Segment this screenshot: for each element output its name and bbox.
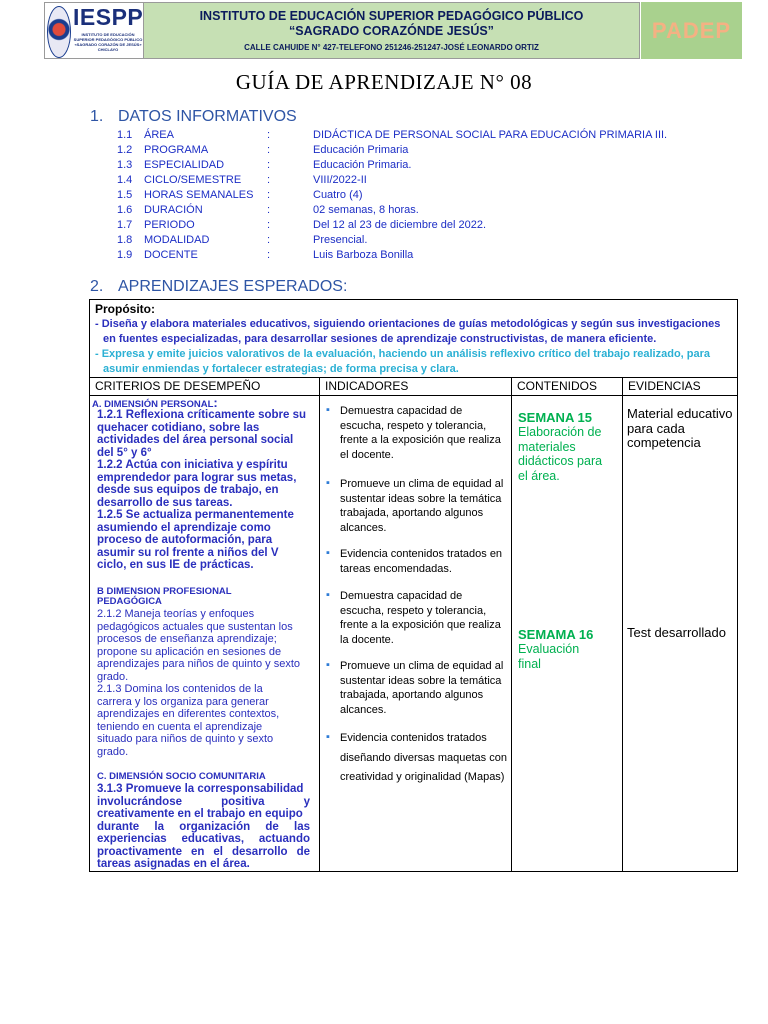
indicator-item: ▪ Demuestra capacidad de escucha, respeto y tolerancia, frente a la exposición que realiza la docente. — [326, 589, 508, 647]
institution-title-box — [144, 2, 640, 59]
criterion-line: grado. — [97, 670, 129, 683]
criterion-word: y — [303, 795, 310, 808]
criterion-word: en — [191, 845, 205, 858]
info-row — [117, 143, 667, 158]
info-value: Del 12 al 23 de diciembre del 2022. — [313, 219, 487, 231]
info-sep: : — [267, 234, 271, 246]
criterion-line-justified — [97, 796, 310, 809]
criterion-line: 3.1.3 Promueve la corresponsabilidad — [97, 783, 304, 795]
criterion-line: 1.2.1 Reflexiona críticamente sobre su — [97, 409, 307, 421]
info-num: 1.3 — [117, 159, 133, 171]
criterion-word: de — [265, 820, 279, 833]
criterion-line: quehacer cotidiano, sobre las — [97, 421, 260, 434]
info-sep: : — [267, 159, 271, 171]
criterion-word: desarrollo — [231, 845, 288, 858]
week-label: SEMANA 15 — [518, 410, 592, 425]
indicator-item: ▪ Promueve un clima de equidad al sustentar ideas sobre la temática trabajada, aportando algunos alcances. — [326, 477, 508, 535]
purpose-cell — [90, 300, 737, 378]
info-label: ÁREA — [144, 129, 174, 141]
info-sep: : — [267, 129, 271, 141]
info-row — [117, 218, 667, 233]
purpose-line: asumir enmiendas y fortalecer estrategias; de forma precisa y clara. — [103, 363, 459, 375]
criterion-word: el — [213, 845, 223, 858]
logo-text: IESPP — [73, 4, 144, 30]
criterion-line: carrera y los organiza para generar — [97, 695, 269, 708]
info-label: DURACIÓN — [144, 204, 203, 216]
learning-table — [89, 299, 738, 872]
dimension-c-title: C. DIMENSIÓN SOCIO COMUNITARIA — [97, 771, 266, 782]
criterion-line: propone su aplicación en sesiones de — [97, 645, 282, 658]
criterion-line: situado para niños de quinto y sexto — [97, 733, 274, 745]
criterion-line: actividades del área personal social — [97, 434, 294, 446]
info-sep: : — [267, 144, 271, 156]
info-row — [117, 158, 667, 173]
info-value: Luis Barboza Bonilla — [313, 249, 414, 261]
week-label: SEMAMA 16 — [518, 627, 594, 642]
criterion-word: la — [154, 820, 164, 833]
dimension-b-title: B DIMENSION PROFESIONAL PEDAGÓGICA — [97, 586, 232, 607]
criterion-line: creativamente en el trabajo en equipo — [97, 808, 303, 820]
criterion-line: asumiendo el aprendizaje como — [97, 521, 271, 534]
criterion-line: 2.1.2 Maneja teorías y enfoques — [97, 608, 255, 620]
info-sep: : — [267, 174, 271, 186]
institution-subname: “SAGRADO CORAZÓNDE JESÚS” — [289, 24, 494, 38]
criterion-word: positiva — [221, 795, 265, 808]
header-banner — [44, 2, 640, 59]
criterion-line: aprendizajes para niños de quinto y sexto — [97, 658, 301, 670]
criterion-word: actuando — [258, 833, 310, 845]
criterion-line: proceso de autoformación, para — [97, 534, 273, 546]
criterion-word: involucrándose — [97, 795, 182, 808]
criterion-line: aprendizajes en diferentes contextos, — [97, 708, 280, 720]
section-label: DATOS INFORMATIVOS — [118, 108, 297, 125]
indicator-item: ▪ Demuestra capacidad de escucha, respeto y tolerancia, frente a la exposición que realiza el docente. — [326, 404, 508, 462]
criterion-line-justified — [97, 833, 310, 846]
column-divider — [511, 378, 512, 871]
criterion-line: del 5° y 6° — [97, 446, 152, 459]
criterion-line: 2.1.3 Domina los contenidos de la — [97, 683, 263, 695]
section-heading-1 — [90, 108, 297, 126]
info-list — [117, 128, 667, 263]
info-value: VIII/2022-II — [313, 174, 367, 186]
institution-address: CALLE CAHUIDE N° 427-TELEFONO 251246-251247-JOSÉ LEONARDO ORTIZ — [244, 43, 539, 52]
column-divider — [622, 378, 623, 871]
info-label: MODALIDAD — [144, 234, 210, 246]
evidence-item: Test desarrollado — [627, 625, 726, 640]
criterion-line: 1.2.2 Actúa con iniciativa y espíritu — [97, 459, 288, 471]
info-value: Cuatro (4) — [313, 189, 363, 201]
indicator-item: ▪ Evidencia contenidos tratados en tareas encomendadas. — [326, 547, 508, 576]
info-value: 02 semanas, 8 horas. — [313, 204, 419, 216]
info-label: PROGRAMA — [144, 144, 209, 156]
criterion-word: las — [294, 820, 310, 833]
info-sep: : — [267, 219, 271, 231]
indicator-item: ▪ Evidencia contenidos tratados diseñando diversas maquetas con creatividad y originalidad (Mapas) — [326, 729, 508, 788]
info-num: 1.9 — [117, 249, 133, 261]
info-num: 1.6 — [117, 204, 133, 216]
week-content: Elaboración de materiales didácticos para el área. — [518, 425, 603, 483]
info-num: 1.8 — [117, 234, 133, 246]
purpose-line: - Expresa y emite juicios valorativos de la evaluación, haciendo un análisis reflexivo crítico del trabajo realizado, para — [95, 348, 711, 360]
indicator-item: ▪ Promueve un clima de equidad al sustentar ideas sobre la temática trabajada, aportando algunos alcances. — [326, 659, 508, 717]
info-value: Educación Primaria — [313, 144, 409, 156]
section-heading-2 — [90, 278, 347, 296]
section-number: 1. — [90, 108, 104, 125]
criterion-line: emprendedor para lograr sus metas, — [97, 471, 297, 484]
criterion-line: asumir su rol frente a niños del V — [97, 546, 279, 559]
institution-logo — [44, 2, 144, 59]
purpose-title: Propósito: — [95, 302, 155, 316]
info-row — [117, 188, 667, 203]
padep-badge — [641, 2, 742, 59]
dimension-a-title-text: A. DIMENSIÓN PERSONAL — [92, 399, 214, 410]
criterion-word: educativas, — [181, 833, 245, 845]
criterion-line: 1.2.5 Se actualiza permanentemente — [97, 509, 294, 521]
info-row — [117, 128, 667, 143]
info-value: Educación Primaria. — [313, 159, 412, 171]
criterion-line-justified — [97, 821, 310, 834]
criterion-line: procesos de enseñanza aprendizaje; — [97, 633, 277, 645]
sacred-heart-seal-icon — [47, 6, 71, 58]
info-value: DIDÁCTICA DE PERSONAL SOCIAL PARA EDUCACIÓN PRIMARIA III. — [313, 129, 668, 141]
info-sep: : — [267, 189, 271, 201]
purpose-line: - Diseña y elabora materiales educativos, siguiendo orientaciones de guías metodológicas y según sus investigaciones — [95, 318, 721, 330]
institution-name: INSTITUTO DE EDUCACIÓN SUPERIOR PEDAGÓGICO PÚBLICO — [199, 9, 584, 23]
criterion-line: pedagógicos actuales que sustentan los — [97, 620, 293, 633]
info-num: 1.7 — [117, 219, 133, 231]
criterion-line: grado. — [97, 745, 129, 758]
info-row — [117, 233, 667, 248]
criterion-line: desarrollo de sus tareas. — [97, 496, 233, 509]
criterion-word: de — [296, 845, 310, 858]
info-num: 1.5 — [117, 189, 133, 201]
criterion-line-justified — [97, 846, 310, 859]
column-header-indicators: INDICADORES — [320, 378, 511, 396]
criterion-line: tareas asignadas en el área. — [97, 858, 250, 870]
info-label: HORAS SEMANALES — [144, 189, 254, 201]
criterion-line: teniendo en cuenta el aprendizaje — [97, 720, 263, 733]
criterion-word: experiencias — [97, 833, 167, 845]
info-label: DOCENTE — [144, 249, 198, 261]
column-header-contents: CONTENIDOS — [512, 378, 622, 396]
column-header-criteria: CRITERIOS DE DESEMPEÑO — [90, 378, 319, 396]
dimension-a-colon: : — [213, 395, 218, 410]
criterion-word: durante — [97, 820, 140, 833]
info-sep: : — [267, 249, 271, 261]
padep-label: PADEP — [651, 17, 732, 43]
section-number: 2. — [90, 278, 104, 295]
criterion-word: proactivamente — [97, 845, 183, 858]
info-num: 1.2 — [117, 144, 133, 156]
info-label: ESPECIALIDAD — [144, 159, 225, 171]
info-sep: : — [267, 204, 271, 216]
week-content: Evaluación final — [518, 642, 580, 671]
logo-caption: INSTITUTO DE EDUCACIÓN SUPERIOR PEDAGÓGICO PÚBLICO «SAGRADO CORAZÓN DE JESÚS» CHICLAYO — [73, 32, 143, 52]
page-title: GUÍA DE APRENDIZAJE N° 08 — [235, 70, 533, 94]
purpose-line: en fuentes especializadas, para desarrollar sesiones de aprendizaje constructivistas, de manera eficiente. — [103, 333, 657, 345]
info-row — [117, 173, 667, 188]
info-value: Presencial. — [313, 234, 368, 246]
info-num: 1.1 — [117, 129, 133, 141]
column-divider — [319, 378, 320, 871]
info-row — [117, 248, 667, 263]
column-header-evidences: EVIDENCIAS — [623, 378, 737, 396]
criterion-line: ciclo, en sus IE de prácticas. — [97, 559, 254, 571]
section-label: APRENDIZAJES ESPERADOS: — [118, 278, 348, 295]
info-num: 1.4 — [117, 174, 133, 186]
evidence-item: Material educativo para cada competencia — [627, 406, 733, 450]
info-label: PERIODO — [144, 219, 195, 231]
criterion-line: desde sus equipos de trabajo, en — [97, 484, 279, 496]
info-label: CICLO/SEMESTRE — [144, 174, 242, 186]
criterion-word: organización — [179, 820, 251, 833]
info-row — [117, 203, 667, 218]
